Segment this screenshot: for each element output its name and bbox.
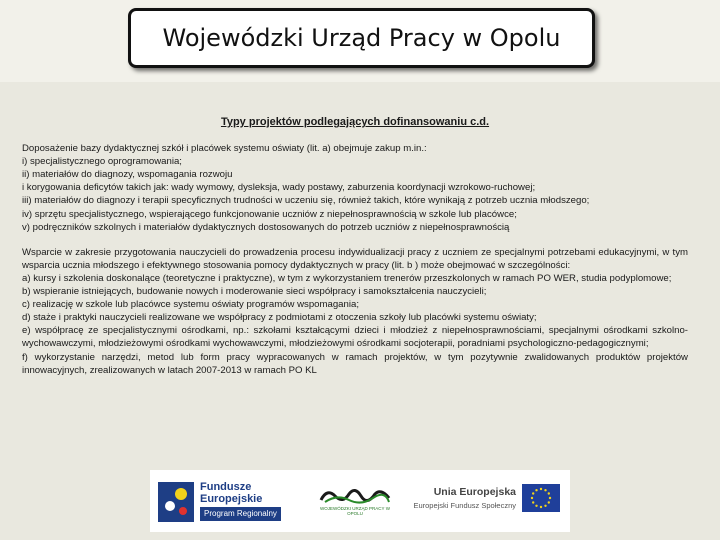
content-body [22,116,688,377]
wup-opole-logo [315,482,395,522]
para2-item: c) realizację w szkole lub placówce systemu oświaty programów wspomagania; [22,299,359,311]
para1-line: i) specjalistycznego oprogramowania; [22,156,182,168]
teacher-support-paragraph [22,246,688,377]
wup-caption: WOJEWÓDZKI URZĄD PRACY W OPOLU [320,506,390,516]
para1-line: i korygowania deficytów takich jak: wady wymowy, dysleksja, wady postawy, zaburzenia koordynacji wzrokowo-ruchowej; [22,182,536,194]
fundusze-europejskie-icon [156,480,196,524]
para2-item: a) kursy i szkolenia doskonalące (teoretyczne i praktyczne), w tym z wykorzystaniem trenerów przeszkolonych w ramach PO WER, studia podyplomowe; [22,272,672,284]
eu-flag-icon [522,484,560,512]
para1-line: Doposażenie bazy dydaktycznej szkół i placówek systemu oświaty (lit. a) obejmuje zakup m.in.: [22,143,427,155]
section-subtitle: Typy projektów podlegających dofinansowaniu c.d. [220,116,490,128]
para1-line: iv) sprzętu specjalistycznego, wspierającego funkcjonowanie uczniów z niepełnosprawnością w szkole lub placówce; [22,208,517,220]
fe-line2: Europejskie [200,493,263,505]
para1-line: ii) materiałów do diagnozy, wspomagania rozwoju [22,169,233,181]
logo-strip [150,470,570,532]
ue-line1: Unia Europejska [433,486,516,498]
ue-line2: Europejski Fundusz Społeczny [413,501,516,510]
para2-item: e) współpracę ze specjalistycznymi ośrodkami, np.: szkołami kształcącymi dzieci i młodzież z niepełnosprawnościami, specjalnymi ośrodkami szkolno-wychowawczymi, młodzieżowymi ośrodkami wychowawczymi, młodzieżowymi ośrodkami socjoterapii, poradniami psychologiczno-pedagogicznymi; [22,325,688,350]
page-title: Wojewódzki Urząd Pracy w Opolu [162,24,561,52]
fundusze-europejskie-logo [156,480,306,524]
wup-emblem-icon [315,482,395,506]
para2-item: b) wspieranie istniejących, budowanie nowych i moderowanie sieci współpracy i samokształcenia nauczycieli; [22,286,487,298]
para1-line: v) podręczników szkolnych i materiałów dydaktycznych dostosowanych do potrzeb uczniów z niepełnosprawnością [22,221,510,233]
para2-item: f) wykorzystanie narzędzi, metod lub form pracy wypracowanych w ramach projektów, w tym pozytywnie zwalidowanych produktów projektów innowacyjnych, zrealizowanych w latach 2007-2013 w ramach PO KL [22,351,688,376]
para1-line: iii) materiałów do diagnozy i terapii specyficznych trudności w uczeniu się, również takich, które wynikają z potrzeb ucznia młodszego; [22,195,590,207]
para2-item: d) staże i praktyki nauczycieli realizowane we współpracy z podmiotami z otoczenia szkoły lub placówki systemu oświaty; [22,312,537,324]
fe-line1: Fundusze [200,481,252,493]
fe-line3: Program Regionalny [200,507,281,521]
para2-intro: Wsparcie w zakresie przygotowania nauczycieli do prowadzenia procesu indywidualizacji pracy z uczniem ze specjalnymi potrzebami edukacyjnymi, w tym wsparcia ucznia młodszego i efektywnego stosowania pomocy dydaktycznych w pracy (lit. b ) może obejmować w szczególności: [22,246,688,271]
equipment-paragraph [22,142,688,234]
unia-europejska-logo [412,484,562,524]
title-box [128,8,595,68]
